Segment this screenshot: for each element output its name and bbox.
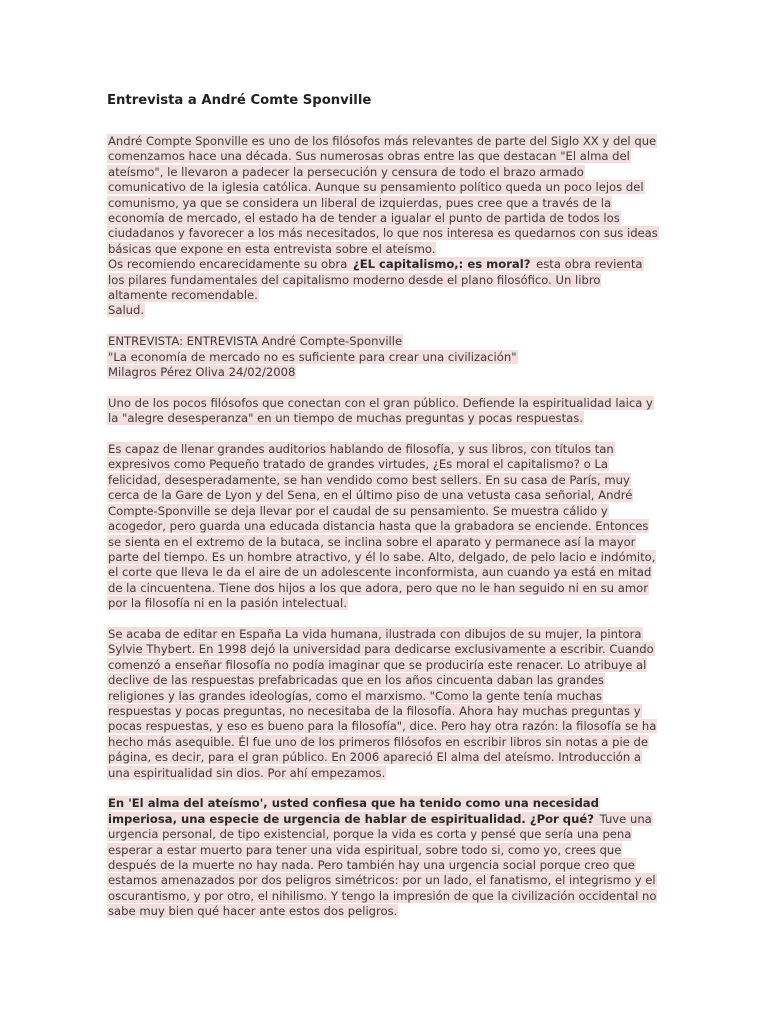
body-text-3: Se acaba de editar en España La vida humana, ilustrada con dibujos de su mujer, la pintora Sylvie Thybert. En 1998 dejó la universidad para dedicarse exclusivamente a escribir. Cuando comenzó a enseñar filosofía no podía imaginar que se produciría este renacer. Lo atribuye al declive de las respuestas prefabricadas que en los años cincuenta daban las grandes religiones y las grandes ideologías, como el marxismo. "Como la gente tenía muchas respuestas y pocas preguntas, no necesitaba de la filosofía. Ahora hay muchas preguntas y pocas respuestas, y eso es bueno para la filosofía", dice. Pero hay otra razón: la filosofía se ha hecho más asequible. Él fue uno de los primeros filósofos en escribir libros sin notas a pie de página, es decir, para el gran público. En 2006 apareció El alma del ateísmo. Introducción a una espiritualidad sin dios. Por ahí empezamos. (108, 626, 657, 780)
intro-text: André Compte Sponville es uno de los filósofos más relevantes de parte del Siglo XX y del que comenzamos hace una década. Sus numerosas obras entre las que destacan "El alma del ateísmo", le llevaron a padecer la persecución y censura de todo el brazo armado comunicativo de la iglesia católica. Aunque su pensamiento político queda un poco lejos del comunismo, ya que se considera un liberal de izquierdas, pues cree que a través de la economía de mercado, el estado ha de tender a igualar el punto de partida de todos los ciudadanos y favorecer a los más necesitados, lo que nos interesa es quedarnos con sus ideas básicas que expone en esta entrevista sobre el ateísmo. (108, 134, 658, 256)
document-page (107, 92, 659, 935)
intro-paragraph (107, 134, 659, 257)
body-paragraph-3 (107, 627, 659, 781)
body-paragraph-4 (107, 796, 659, 919)
interview-header (107, 334, 659, 380)
byline-date: Milagros Pérez Oliva 24/02/2008 (108, 365, 296, 380)
body-text-2: Es capaz de llenar grandes auditorios hablando de filosofía, y sus libros, con títulos tan expresivos como Pequeño tratado de grandes virtudes, ¿Es moral el capitalismo? o La felicidad, desesperadamente, se han vendido como best sellers. En su casa de París, muy cerca de la Gare de Lyon y del Sena, en el último piso de una vetusta casa señorial, André Compte-Sponville se deja llevar por el caudal de su pensamiento. Se muestra cálido y acogedor, pero guarda una educada distancia hasta que la grabadora se enciende. Entonces se sienta en el extremo de la butaca, se inclina sobre el aparato y permanece así la mayor parte del tiempo. Es un hombre atractivo, y él lo sabe. Alto, delgado, de pelo lacio e indómito, el corte que lleva le da el aire de un adolescente inconformista, aun cuando ya está en mitad de la cincuentena. Tiene dos hijos a los que adora, pero que no le han seguido ni en su amor por la filosofía ni en la pasión intelectual. (108, 442, 656, 611)
interview-question: En 'El alma del ateísmo', usted confiesa que ha tenido como una necesidad imperiosa, una especie de urgencia de hablar de espiritualidad. ¿Por qué? (108, 796, 599, 826)
interview-headline: "La economía de mercado no es suficiente para crear una civilización" (108, 349, 517, 364)
document-title: Entrevista a André Comte Sponville (107, 93, 372, 108)
salutation (107, 303, 659, 318)
recommendation-text-end: esta obra revienta los pilares fundamentales del capitalismo moderno desde el plano filosófico. Un libro altamente recomendable. (108, 257, 643, 303)
body-paragraph-2 (107, 442, 659, 611)
recommendation-paragraph (107, 257, 659, 303)
body-paragraph-1 (107, 396, 659, 427)
interview-answer: Tuve una urgencia personal, de tipo existencial, porque la vida es corta y pensé que sería una pena esperar a estar muerto para tener una vida espiritual, sobre todo si, como yo, crees que después de la muerte no hay nada. Pero también hay una urgencia social porque creo que estamos amenazados por dos peligros simétricos: por un lado, el fanatismo, el integrismo y el oscurantismo, y por otro, el nihilismo. Y tengo la impresión de que la civilización occidental no sabe muy bien qué hacer ante estos dos peligros. (108, 811, 657, 919)
body-text-1: Uno de los pocos filósofos que conectan con el gran público. Defiende la espiritualidad laica y la "alegre desesperanza" en un tiempo de muchas preguntas y pocas respuestas. (108, 395, 653, 426)
recommendation-text-start: Os recomiendo encarecidamente su obra (108, 257, 351, 272)
salutation-text: Salud. (108, 303, 145, 318)
interview-header-line-1: ENTREVISTA: ENTREVISTA André Compte-Sponville (108, 334, 403, 349)
book-title: ¿EL capitalismo,: es moral? (352, 257, 531, 272)
